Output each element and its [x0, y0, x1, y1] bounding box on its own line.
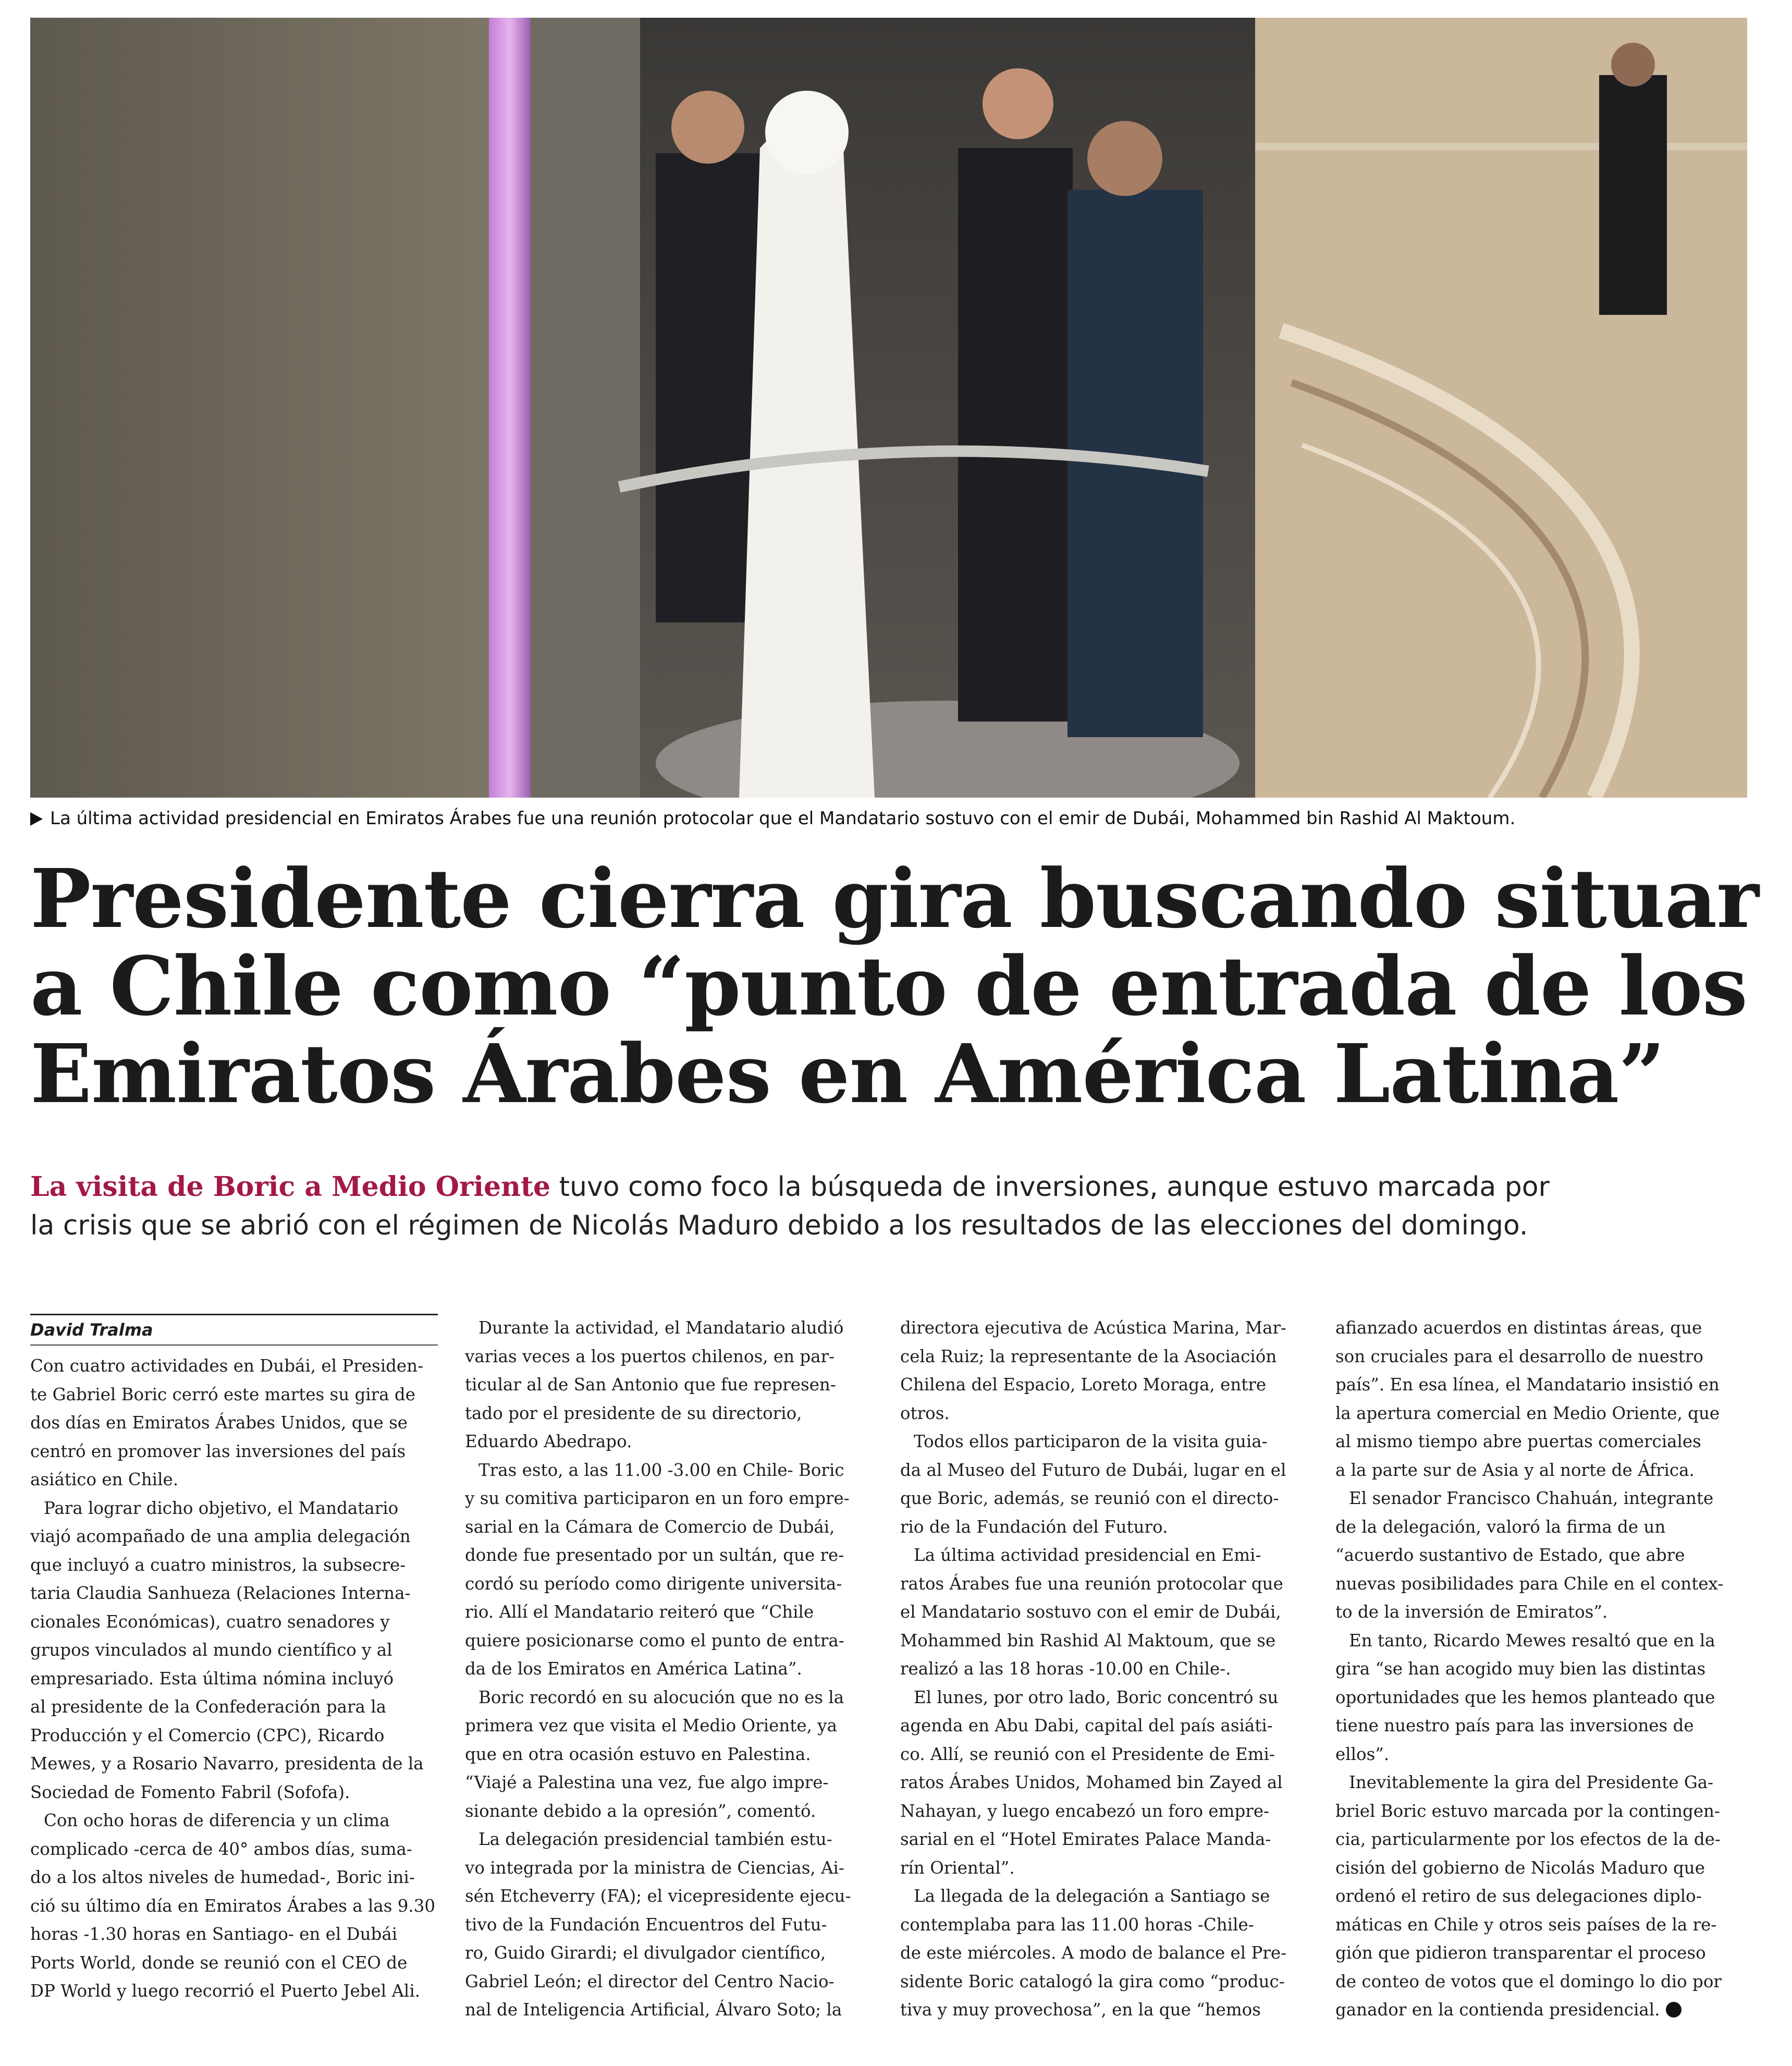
article-line: briel Boric estuvo marcada por la contingen-: [1335, 1801, 1720, 1821]
headline: [30, 851, 1759, 1121]
deck-lead: La visita de Boric a Medio Oriente: [30, 1171, 551, 1203]
article-line: cisión del gobierno de Nicolás Maduro que: [1335, 1857, 1705, 1878]
article-line: cia, particularmente por los efectos de la de-: [1335, 1829, 1721, 1849]
article-line: ordenó el retiro de sus delegaciones diplo-: [1335, 1886, 1702, 1906]
article-line: Inevitablemente la gira del Presidente Ga-: [1349, 1772, 1714, 1792]
article-line: ticular al de San Antonio que fue represen-: [465, 1375, 836, 1395]
article-line: Durante la actividad, el Mandatario aludió: [478, 1318, 844, 1338]
article-line: directora ejecutiva de Acústica Marina, Mar-: [900, 1318, 1286, 1338]
article-line: complicado -cerca de 40° ambos días, suma-: [30, 1839, 412, 1859]
headline-line: Emiratos Árabes en América Latina”: [30, 1026, 1665, 1121]
article-line: horas -1.30 horas en Santiago- en el Dubái: [30, 1924, 398, 1944]
article-line: oportunidades que les hemos planteado que: [1335, 1687, 1715, 1707]
article-line: ro, Guido Girardi; el divulgador científico,: [465, 1943, 826, 1963]
article-line: gira “se han acogido muy bien las distintas: [1335, 1659, 1706, 1679]
article-line: máticas en Chile y otros seis países de la re-: [1335, 1914, 1717, 1935]
article-line: cela Ruiz; la representante de la Asociación: [900, 1346, 1277, 1366]
article-line: do a los altos niveles de humedad-, Boric ini-: [30, 1867, 415, 1887]
article-line: La delegación presidencial también estu-: [478, 1829, 832, 1849]
article-line: da al Museo del Futuro de Dubái, lugar en el: [900, 1460, 1286, 1480]
article-line: Mohammed bin Rashid Al Maktoum, que se: [900, 1630, 1276, 1651]
article-line: La última actividad presidencial en Emi-: [914, 1545, 1261, 1565]
article-line: Todos ellos participaron de la visita guia-: [914, 1432, 1268, 1451]
byline: David Tralma: [30, 1314, 438, 1346]
article-line: gión que pidieron transparentar el proceso: [1335, 1943, 1706, 1963]
article-line: Ports World, donde se reunió con el CEO de: [30, 1952, 408, 1973]
article-line: Sociedad de Fomento Fabril (Sofofa).: [30, 1782, 350, 1802]
deck-text: tuvo como foco la búsqueda de inversiones, aunque estuvo marcada por: [550, 1171, 1550, 1203]
article-line: El senador Francisco Chahuán, integrante: [1349, 1488, 1714, 1508]
deck: [30, 1168, 1750, 1245]
article-line: to de la inversión de Emiratos”.: [1335, 1602, 1608, 1622]
article-line: ratos Árabes fue una reunión protocolar que: [900, 1573, 1283, 1594]
caption-triangle-icon: [30, 812, 43, 826]
article-line: contemplaba para las 11.00 horas -Chile-: [900, 1914, 1254, 1935]
article-line: Gabriel León; el director del Centro Nacio-: [465, 1971, 834, 1991]
article-line: de este miércoles. A modo de balance el Pre-: [900, 1943, 1287, 1963]
article-line: al presidente de la Confederación para la: [30, 1697, 387, 1717]
article-line: el Mandatario sostuvo con el emir de Dubái,: [900, 1602, 1281, 1622]
article-line: país”. En esa línea, el Mandatario insistió en: [1335, 1375, 1720, 1395]
article-line: ció su último día en Emiratos Árabes a las 9.30: [30, 1896, 436, 1916]
article-line: sidente Boric catalogó la gira como “produc-: [900, 1971, 1285, 1991]
article-line: donde fue presentado por un sultán, que re-: [465, 1545, 844, 1565]
article-line: sionante debido a la opresión”, comentó.: [465, 1801, 816, 1821]
article-line: tiva y muy provechosa”, en la que “hemos: [900, 2000, 1261, 2020]
article-line: otros.: [900, 1403, 950, 1423]
article-line: ratos Árabes Unidos, Mohamed bin Zayed al: [900, 1772, 1283, 1792]
article-line: de la delegación, valoró la firma de un: [1335, 1517, 1666, 1537]
article-line: realizó a las 18 horas -10.00 en Chile-.: [900, 1659, 1231, 1679]
article-line: grupos vinculados al mundo científico y al: [30, 1640, 392, 1660]
photo-caption: [30, 806, 1750, 831]
article-line: que Boric, además, se reunió con el directo-: [900, 1488, 1279, 1508]
article-line: tiene nuestro país para las inversiones de: [1335, 1716, 1694, 1735]
article-line: Con cuatro actividades en Dubái, el Presiden-: [30, 1356, 424, 1376]
article-line: Para lograr dicho objetivo, el Mandatario: [44, 1498, 399, 1518]
article-line: y su comitiva participaron en un foro empre-: [465, 1488, 850, 1508]
article-line: agenda en Abu Dabi, capital del país asiáti-: [900, 1716, 1273, 1735]
article-line: co. Allí, se reunió con el Presidente de Emi-: [900, 1744, 1275, 1764]
article-column-3: [900, 1314, 1308, 2024]
photo-illustration: [30, 18, 1747, 798]
article-line: Nahayan, y luego encabezó un foro empre-: [900, 1801, 1270, 1821]
article-line: rín Oriental”.: [900, 1857, 1015, 1878]
article-column-1: [30, 1314, 438, 2006]
article-line: asiático en Chile.: [30, 1470, 179, 1489]
article-line: En tanto, Ricardo Mewes resaltó que en la: [1349, 1630, 1715, 1651]
article-line: viajó acompañado de una amplia delegación: [30, 1526, 411, 1546]
article-column-2: [465, 1314, 873, 2024]
caption-text: La última actividad presidencial en Emiratos Árabes fue una reunión protocolar que el Mandatario sostuvo con el emir de Dubái, Mohammed bin Rashid Al Maktoum.: [50, 808, 1516, 829]
article-line: ganador en la contienda presidencial.: [1335, 1996, 1743, 2024]
end-mark-icon: [1666, 2002, 1681, 2018]
lead-photo: [30, 18, 1747, 798]
article-column-4: [1335, 1314, 1743, 2024]
article-line: que en otra ocasión estuvo en Palestina.: [465, 1744, 811, 1764]
article-line: centró en promover las inversiones del país: [30, 1441, 406, 1461]
article-line: Con ocho horas de diferencia y un clima: [44, 1811, 390, 1830]
article-line: “acuerdo sustantivo de Estado, que abre: [1335, 1545, 1685, 1565]
article-line: Eduardo Abedrapo.: [465, 1432, 632, 1451]
deck-line: [30, 1168, 1750, 1206]
article-line: rio. Allí el Mandatario reiteró que “Chile: [465, 1602, 814, 1622]
article-line: sarial en la Cámara de Comercio de Dubái,: [465, 1517, 835, 1537]
article-line: “Viajé a Palestina una vez, fue algo impre-: [465, 1772, 829, 1792]
article-line: que incluyó a cuatro ministros, la subsecre-: [30, 1555, 406, 1575]
article-line: tivo de la Fundación Encuentros del Futu-: [465, 1914, 827, 1935]
article-line: afianzado acuerdos en distintas áreas, que: [1335, 1318, 1702, 1338]
article-line: quiere posicionarse como el punto de entra-: [465, 1630, 844, 1651]
article-line: rio de la Fundación del Futuro.: [900, 1517, 1168, 1537]
article-line: la apertura comercial en Medio Oriente, que: [1335, 1403, 1720, 1423]
article-line: taria Claudia Sanhueza (Relaciones Interna-: [30, 1583, 411, 1603]
article-line: varias veces a los puertos chilenos, en par-: [465, 1346, 835, 1366]
article-line: son cruciales para el desarrollo de nuestro: [1335, 1346, 1703, 1366]
article-line: tado por el presidente de su directorio,: [465, 1403, 802, 1423]
article-line: primera vez que visita el Medio Oriente, ya: [465, 1716, 837, 1735]
article-line: dos días en Emiratos Árabes Unidos, que se: [30, 1413, 408, 1433]
deck-line: la crisis que se abrió con el régimen de Nicolás Maduro debido a los resultados de las elecciones del domingo.: [30, 1210, 1528, 1241]
headline-line: Presidente cierra gira buscando situar: [30, 851, 1759, 946]
article-line: empresariado. Esta última nómina incluyó: [30, 1668, 394, 1689]
article-line: da de los Emiratos en América Latina”.: [465, 1659, 802, 1679]
article-line: vo integrada por la ministra de Ciencias, Ai-: [465, 1857, 844, 1878]
article-line: La llegada de la delegación a Santiago se: [914, 1886, 1270, 1906]
article-line: Producción y el Comercio (CPC), Ricardo: [30, 1725, 385, 1745]
article-line: cordó su período como dirigente universita-: [465, 1573, 842, 1594]
article-line: te Gabriel Boric cerró este martes su gira de: [30, 1384, 415, 1404]
article-line: Boric recordó en su alocución que no es la: [478, 1687, 844, 1707]
article-line: a la parte sur de Asia y al norte de África.: [1335, 1460, 1695, 1480]
article-line: de conteo de votos que el domingo lo dio por: [1335, 1971, 1722, 1991]
article-line: nuevas posibilidades para Chile en el contex-: [1335, 1573, 1724, 1594]
article-line: al mismo tiempo abre puertas comerciales: [1335, 1432, 1701, 1451]
article-line: Chilena del Espacio, Loreto Moraga, entre: [900, 1375, 1267, 1395]
article-line: Mewes, y a Rosario Navarro, presidenta de la: [30, 1754, 424, 1774]
article-line: sarial en el “Hotel Emirates Palace Manda-: [900, 1829, 1271, 1849]
article-line: sén Etcheverry (FA); el vicepresidente ejecu-: [465, 1886, 851, 1906]
article-line: Tras esto, a las 11.00 -3.00 en Chile- Boric: [478, 1460, 844, 1480]
article-line: ellos”.: [1335, 1744, 1390, 1764]
article-line: El lunes, por otro lado, Boric concentró su: [914, 1687, 1279, 1707]
article-line: cionales Económicas), cuatro senadores y: [30, 1611, 390, 1632]
headline-line: a Chile como “punto de entrada de los: [30, 938, 1747, 1034]
article-line: nal de Inteligencia Artificial, Álvaro Soto; la: [465, 2000, 842, 2020]
article-line: DP World y luego recorrió el Puerto Jebel Ali.: [30, 1981, 421, 2001]
